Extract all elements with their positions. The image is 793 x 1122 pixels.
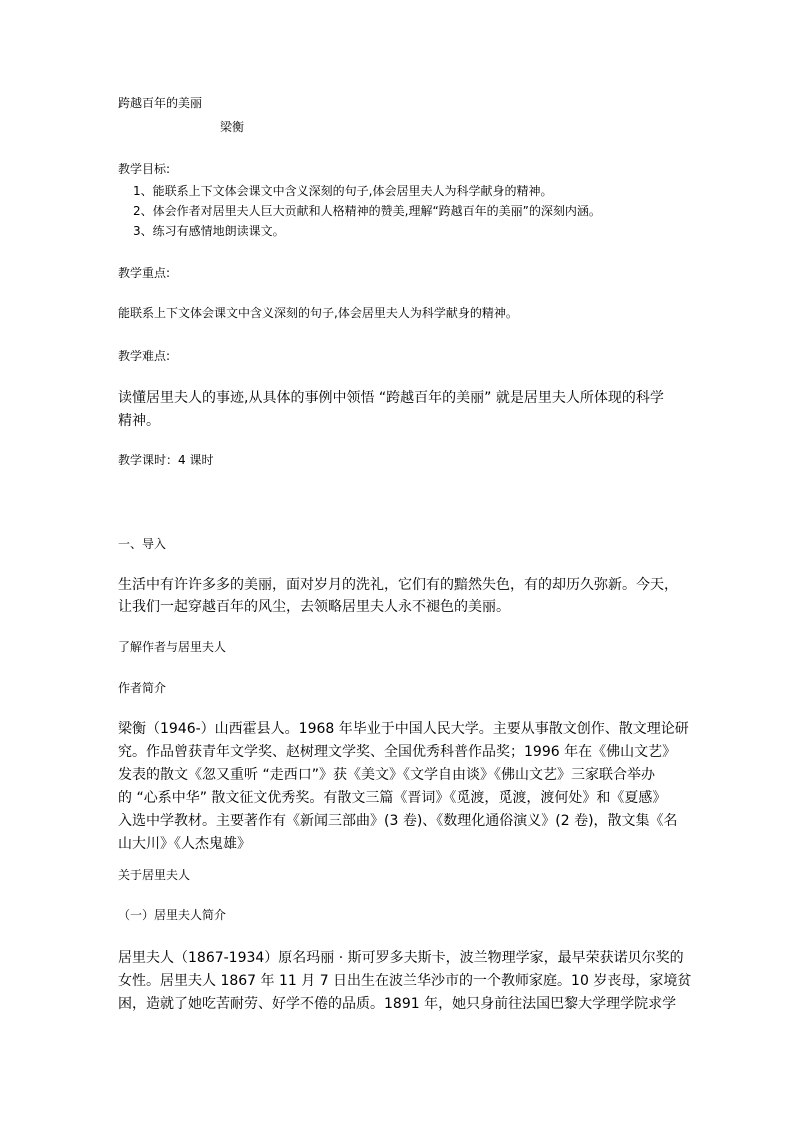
difficulties-line-2: 精神。 [118,413,160,429]
author-intro-line-3: 发表的散文《忽又重听 “走西口”》获《美文》《文学自由谈》《佛山文艺》三家联合举办 [118,767,655,783]
objective-item-3: 3、练习有感情地朗读课文。 [133,224,285,238]
difficulties-heading: 教学难点: [118,349,171,363]
key-points-text: 能联系上下文体会课文中含义深刻的句子,体会居里夫人为科学献身的精神。 [118,306,518,320]
document-author: 梁衡 [220,120,245,134]
author-intro-line-6: 山大川》《人杰鬼雄》 [118,836,251,852]
author-intro-heading: 作者简介 [118,681,167,695]
author-intro-line-4: 的 “心系中华” 散文征文优秀奖。有散文三篇《晋词》《觅渡，觅渡，渡何处》和《夏感》 [118,790,667,806]
about-curie-heading: 关于居里夫人 [118,868,191,882]
curie-intro-subheading: （一）居里夫人简介 [118,908,227,922]
objective-item-1: 1、能联系上下文体会课文中含义深刻的句子,体会居里夫人为科学献身的精神。 [133,184,553,198]
objective-item-2: 2、体会作者对居里夫人巨大贡献和人格精神的赞美,理解“跨越百年的美丽”的深刻内涵。 [133,204,601,218]
intro-line-1: 生活中有许许多多的美丽，面对岁月的洗礼，它们有的黯然失色，有的却历久弥新。今天， [118,577,678,593]
objectives-heading: 教学目标: [118,162,171,176]
document-title: 跨越百年的美丽 [118,96,203,110]
teaching-hours: 教学课时：4 课时 [118,453,214,467]
author-intro-line-2: 究。作品曾获青年文学奖、赵树理文学奖、全国优秀科普作品奖；1996 年在《佛山文艺》 [118,744,677,760]
section-about-heading: 了解作者与居里夫人 [118,640,227,654]
difficulties-line-1: 读懂居里夫人的事迹,从具体的事例中领悟 “跨越百年的美丽” 就是居里夫人所体现的科学 [118,390,664,406]
author-intro-line-5: 入选中学教材。主要著作有《新闻三部曲》(3 卷)、《数理化通俗演义》(2 卷)，散文集《名 [118,813,678,829]
key-points-heading: 教学重点: [118,266,171,280]
intro-line-2: 让我们一起穿越百年的风尘，去领略居里夫人永不褪色的美丽。 [118,599,510,615]
author-intro-line-1: 梁衡（1946-）山西霍县人。1968 年毕业于中国人民大学。主要从事散文创作、散文理论研 [118,721,689,737]
curie-intro-line-2: 女性。居里夫人 1867 年 11 月 7 日出生在波兰华沙市的一个教师家庭。10 岁丧母，家境贫 [118,973,692,989]
intro-heading: 一、导入 [118,537,167,551]
curie-intro-line-1: 居里夫人（1867-1934）原名玛丽 · 斯可罗多夫斯卡，波兰物理学家，最早荣获诺贝尔奖的 [118,950,684,966]
curie-intro-line-3: 困，造就了她吃苦耐劳、好学不倦的品质。1891 年，她只身前往法国巴黎大学理学院求学 [118,996,677,1012]
